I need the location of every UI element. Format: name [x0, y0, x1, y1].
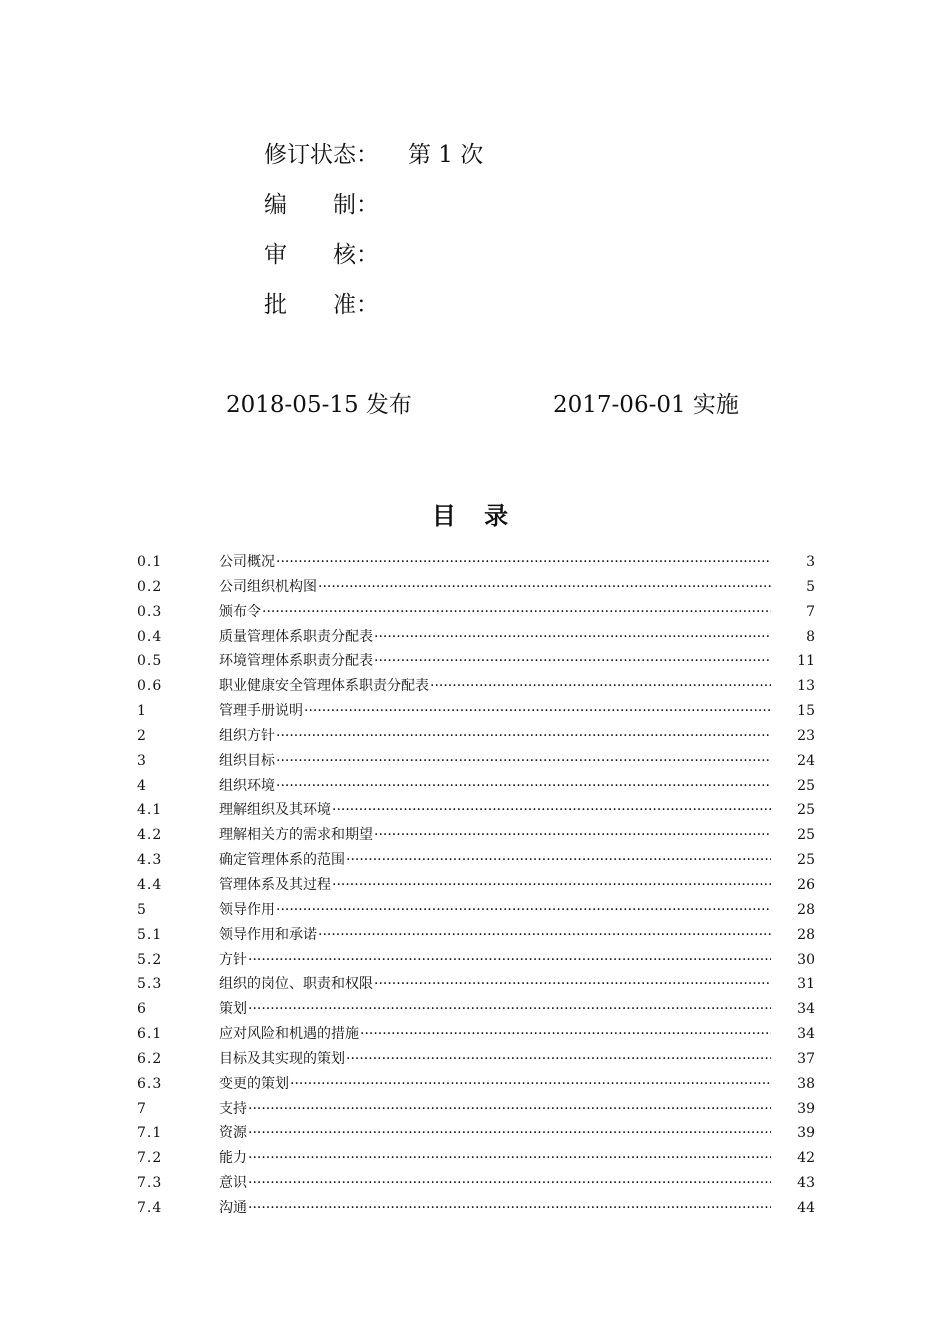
toc-entry-title-text: 领导作用和承诺 [219, 926, 317, 943]
toc-entry-title-text: 公司概况 [219, 554, 275, 570]
toc-entry-title [219, 1097, 771, 1121]
toc-entry[interactable] [137, 1146, 817, 1171]
toc-entry-number: 5.3 [137, 976, 163, 993]
toc-entry-page: 31 [797, 976, 815, 993]
toc-entry-title-text: 领导作用 [219, 901, 275, 918]
toc-entry[interactable] [137, 848, 817, 873]
toc-entry-number: 5.1 [137, 926, 163, 943]
toc-entry-title [219, 699, 771, 723]
toc-entry-title-text: 确定管理体系的范围 [219, 852, 345, 869]
toc-entry-page: 30 [797, 951, 815, 968]
toc-entry-title-text: 资源 [219, 1125, 247, 1142]
toc-entry-title [219, 898, 771, 922]
toc-entry-number: 4.3 [137, 852, 163, 869]
toc-entry-title-text: 方针 [219, 951, 247, 968]
toc-entry[interactable] [137, 699, 817, 724]
toc-entry-title-text: 理解组织及其环境 [219, 802, 331, 819]
toc-entry-title [219, 972, 771, 996]
toc-entry-title-text: 质量管理体系职责分配表 [219, 628, 373, 645]
toc-title: 目 录 [431, 501, 519, 530]
revision-row [264, 136, 484, 169]
toc-entry-title [219, 948, 771, 972]
toc-entry[interactable] [137, 674, 817, 699]
toc-entry[interactable] [137, 823, 817, 848]
toc-entry-number: 0.1 [137, 554, 163, 570]
toc-entry-page: 34 [797, 1026, 815, 1043]
toc-entry-title [219, 625, 771, 649]
toc-entry-title [219, 1072, 771, 1096]
toc-entry-title-text: 管理手册说明 [219, 703, 303, 720]
toc-entry-title [219, 550, 771, 574]
toc-entry-number: 4.1 [137, 802, 163, 819]
toc-entry-page: 7 [806, 603, 815, 620]
toc-entry[interactable] [137, 649, 817, 674]
toc-entry[interactable] [137, 749, 817, 774]
toc-entry-title-text: 策划 [219, 1001, 247, 1018]
toc-entry-title-text: 组织目标 [219, 752, 275, 769]
toc-entry-page: 25 [797, 827, 815, 844]
toc-entry[interactable] [137, 997, 817, 1022]
reviewed-label: 审 核： [264, 242, 379, 268]
toc-entry-title-text: 公司组织机构图 [219, 578, 317, 595]
toc-entry[interactable] [137, 1022, 817, 1047]
toc-entry-page: 44 [797, 1199, 815, 1216]
toc-entry[interactable] [137, 550, 817, 575]
toc-entry-number: 7 [137, 1100, 147, 1117]
toc-entry-title-text: 职业健康安全管理体系职责分配表 [219, 678, 429, 695]
toc-entry-page: 8 [806, 628, 815, 645]
toc-entry-number: 7.1 [137, 1125, 163, 1142]
toc-entry-title-text: 目标及其实现的策划 [219, 1050, 345, 1067]
toc-entry[interactable] [137, 948, 817, 973]
toc-entry-title [219, 1146, 771, 1170]
toc-entry[interactable] [137, 1047, 817, 1072]
toc-entry-title [219, 1022, 771, 1046]
toc-entry[interactable] [137, 600, 817, 625]
toc-entry-page: 25 [797, 852, 815, 869]
toc-entry[interactable] [137, 575, 817, 600]
toc-entry-title [219, 749, 771, 773]
toc-entry-page: 43 [797, 1175, 815, 1192]
toc-entry-number: 6.3 [137, 1075, 163, 1092]
toc-entry-number: 0.6 [137, 678, 163, 695]
toc-entry-page: 15 [797, 703, 815, 720]
toc-entry-number: 0.3 [137, 603, 163, 620]
compiled-row [264, 186, 379, 219]
toc-entry-title [219, 1047, 771, 1071]
toc-entry-number: 3 [137, 752, 147, 769]
toc-entry-number: 2 [137, 727, 147, 744]
toc-entry-title [219, 997, 771, 1021]
toc-entry-page: 3 [806, 554, 815, 570]
toc-entry-number: 4.2 [137, 827, 163, 844]
toc-entry-title [219, 774, 771, 798]
toc-entry[interactable] [137, 798, 817, 823]
toc-entry-title [219, 1196, 771, 1220]
toc-entry[interactable] [137, 1072, 817, 1097]
toc-entry-page: 28 [797, 926, 815, 943]
toc-entry-title [219, 649, 771, 673]
toc-entry[interactable] [137, 1097, 817, 1122]
toc-entry-page: 25 [797, 802, 815, 819]
approved-label: 批 准： [264, 292, 379, 318]
revision-value: 第 1 次 [408, 142, 484, 168]
toc-entry-title-text: 环境管理体系职责分配表 [219, 653, 373, 670]
toc-entry-title [219, 848, 771, 872]
revision-label: 修订状态： [264, 142, 379, 168]
toc-entry-page: 13 [797, 678, 815, 695]
toc-entry-number: 6 [137, 1001, 147, 1018]
toc-entry-page: 39 [797, 1100, 815, 1117]
toc-entry-title [219, 1121, 771, 1145]
toc-entry-number: 4 [137, 777, 147, 794]
toc-entry-number: 0.5 [137, 653, 163, 670]
toc-entry-page: 24 [797, 752, 815, 769]
toc-entry[interactable] [137, 625, 817, 650]
toc-entry-number: 6.2 [137, 1050, 163, 1067]
toc-entry-title-text: 理解相关方的需求和期望 [219, 827, 373, 844]
toc-entry-title-text: 组织的岗位、职责和权限 [219, 976, 373, 993]
toc-entry-page: 34 [797, 1001, 815, 1018]
toc-entry-title-text: 管理体系及其过程 [219, 876, 331, 893]
toc-entry-title-text: 颁布令 [219, 603, 261, 620]
toc-entry-number: 0.2 [137, 578, 163, 595]
toc-entry-number: 4.4 [137, 876, 163, 893]
toc-entry-title [219, 724, 771, 748]
toc-entry-title-text: 组织环境 [219, 777, 275, 794]
toc-entry-page: 28 [797, 901, 815, 918]
toc-entry-page: 26 [797, 876, 815, 893]
reviewed-row [264, 236, 379, 269]
toc-entry-title-text: 变更的策划 [219, 1075, 289, 1092]
implement-date: 2017-06-01 实施 [553, 392, 739, 418]
toc-entry[interactable] [137, 1171, 817, 1196]
toc-entry-title-text: 组织方针 [219, 727, 275, 744]
toc-entry-title [219, 600, 771, 624]
toc-entry-number: 7.4 [137, 1199, 163, 1216]
toc-entry-title [219, 798, 771, 822]
toc-entry-number: 0.4 [137, 628, 163, 645]
toc-entry-number: 1 [137, 703, 147, 720]
toc-entry-number: 5.2 [137, 951, 163, 968]
toc-entry[interactable] [137, 873, 817, 898]
toc-entry[interactable] [137, 1121, 817, 1146]
toc-entry-title [219, 1171, 771, 1195]
toc-entry[interactable] [137, 972, 817, 997]
toc-entry-title-text: 支持 [219, 1100, 247, 1117]
toc-entry-title [219, 873, 771, 897]
approved-row [264, 286, 379, 319]
table-of-contents [137, 550, 817, 1221]
toc-entry-title [219, 575, 771, 599]
toc-entry-page: 25 [797, 777, 815, 794]
toc-entry-number: 7.3 [137, 1175, 163, 1192]
toc-entry-title-text: 应对风险和机遇的措施 [219, 1026, 359, 1043]
toc-entry-page: 39 [797, 1125, 815, 1142]
toc-entry[interactable] [137, 724, 817, 749]
toc-entry[interactable] [137, 898, 817, 923]
toc-entry-title-text: 意识 [219, 1175, 247, 1192]
toc-entry-page: 11 [797, 653, 815, 670]
toc-entry-number: 6.1 [137, 1026, 163, 1043]
toc-entry-title [219, 823, 771, 847]
toc-entry[interactable] [137, 923, 817, 948]
toc-entry-page: 38 [797, 1075, 815, 1092]
toc-entry-page: 37 [797, 1050, 815, 1067]
toc-entry-page: 42 [797, 1150, 815, 1167]
compiled-label: 编 制： [264, 192, 379, 218]
toc-entry-title [219, 674, 771, 698]
toc-entry-page: 5 [806, 578, 815, 595]
publish-date: 2018-05-15 发布 [226, 392, 412, 418]
toc-entry-title-text: 能力 [219, 1150, 247, 1167]
toc-entry-page: 23 [797, 727, 815, 744]
toc-entry[interactable] [137, 774, 817, 799]
toc-entry-title [219, 923, 771, 947]
toc-entry-title-text: 沟通 [219, 1199, 247, 1216]
toc-entry[interactable] [137, 1196, 817, 1221]
toc-entry-number: 7.2 [137, 1150, 163, 1167]
toc-entry-number: 5 [137, 901, 147, 918]
